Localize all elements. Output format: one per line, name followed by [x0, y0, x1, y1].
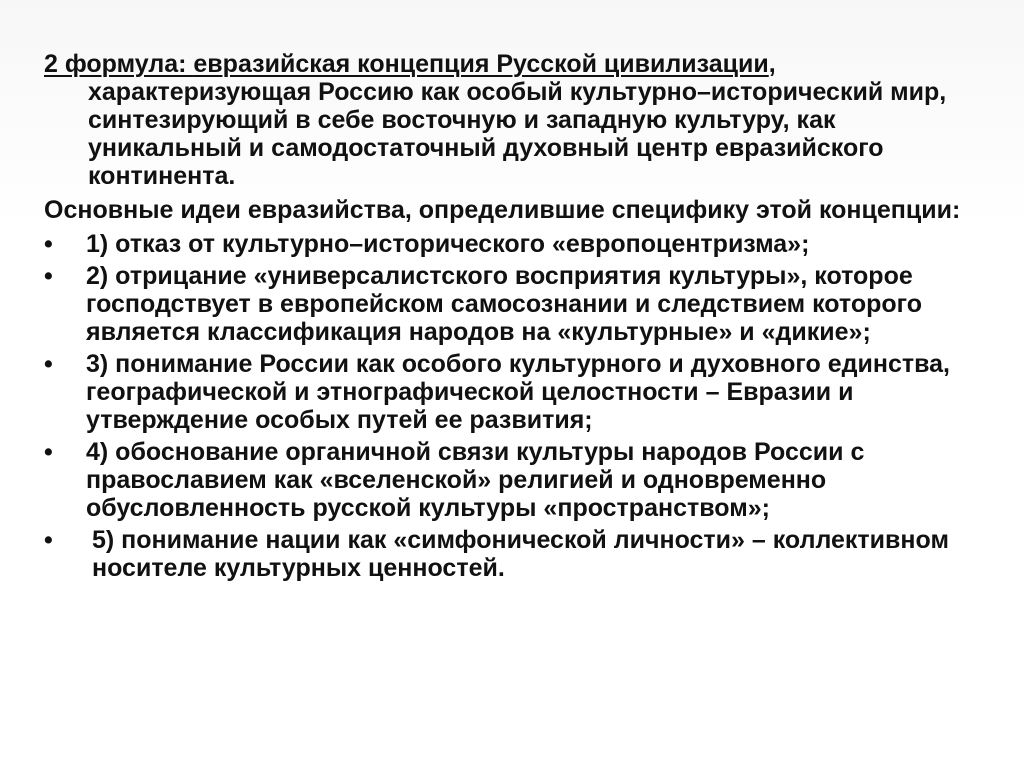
bullet-icon: •	[44, 526, 53, 554]
intro-prefix: 2 формула:	[44, 50, 194, 78]
list-item	[44, 438, 984, 522]
list-item	[44, 526, 984, 582]
intro-rest: , характеризующая Россию как особый культурно–исторический мир, синтезирующий в себе восточную и западную культуру, как уникальный и самодостаточный духовный центр евразийского континента.	[88, 50, 947, 190]
list-item-text: 1) отказ от культурно–исторического «европоцентризма»;	[86, 230, 810, 258]
list-item	[44, 230, 984, 258]
intro-highlight: евразийская концепция Русской цивилизации	[193, 50, 769, 78]
intro-paragraph	[44, 50, 984, 190]
bullet-icon: •	[44, 350, 53, 378]
list-item-text: 5) понимание нации как «симфонической личности» – коллективном носителе культурных ценностей.	[92, 526, 949, 582]
ideas-list	[44, 230, 984, 582]
bullet-icon: •	[44, 262, 53, 290]
list-item	[44, 350, 984, 434]
list-item-text: 4) обоснование органичной связи культуры народов России с православием как «вселенской» религией и одновременно обусловленность русской культуры «пространством»;	[86, 438, 865, 522]
list-item-text: 2) отрицание «универсалистского восприятия культуры», которое господствует в европейском самосознании и следствием которого является классификация народов на «культурные» и «дикие»;	[86, 262, 923, 346]
ideas-heading: Основные идеи евразийства, определившие специфику этой концепции:	[44, 196, 961, 224]
list-item	[44, 262, 984, 346]
bullet-icon: •	[44, 230, 53, 258]
list-item-text: 3) понимание России как особого культурного и духовного единства, географической и этнографической целостности – Евразии и утверждение особых путей ее развития;	[86, 350, 950, 434]
bullet-icon: •	[44, 438, 53, 466]
